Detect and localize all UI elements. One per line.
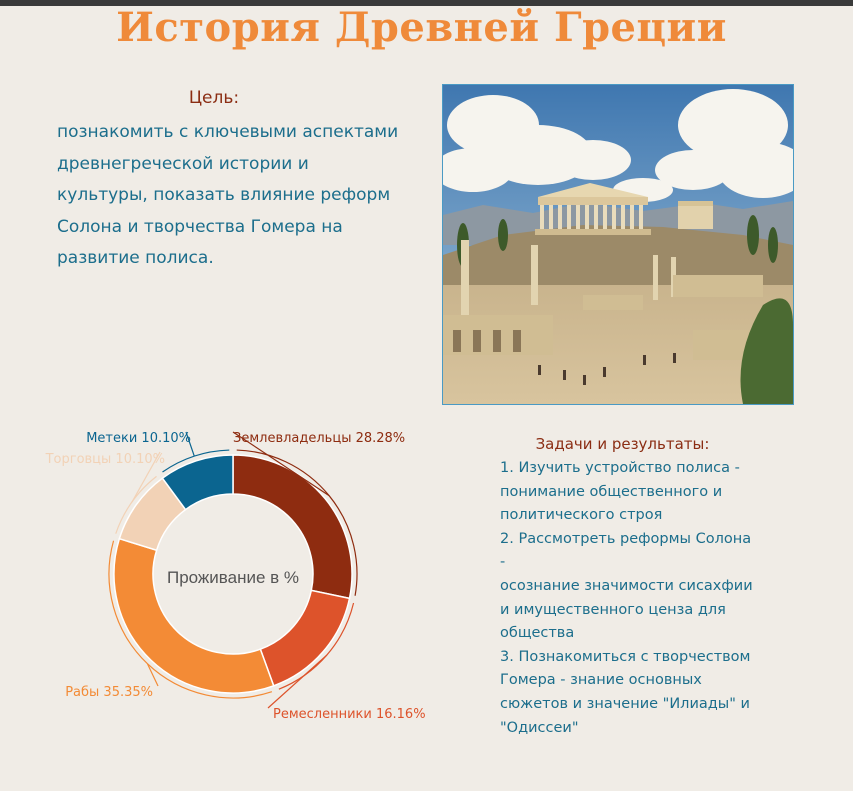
task-line: политического строя bbox=[500, 507, 663, 524]
task-line: сюжетов и значение "Илиады" и bbox=[500, 695, 750, 712]
task-line: осознание значимости сисахфии bbox=[500, 577, 753, 594]
label-connector-2 bbox=[147, 664, 158, 686]
tasks-list bbox=[500, 457, 755, 740]
goal-text: познакомить с ключевыми аспектами древнегреческой истории и культуры, показать влияние реформ Солона и творчества Гомера на развитие полиса. bbox=[57, 122, 399, 268]
task-line: "Одиссеи" bbox=[500, 719, 579, 736]
donut-slice-2 bbox=[114, 539, 274, 693]
chart-center-title: Проживание в % bbox=[166, 568, 300, 587]
slice-label-3: Торговцы 10.10% bbox=[45, 452, 165, 467]
task-line: понимание общественного и bbox=[500, 483, 723, 500]
task-line: 1. Изучить устройство полиса - bbox=[500, 460, 740, 476]
tasks-heading: Задачи и результаты: bbox=[535, 435, 710, 453]
task-line: общества bbox=[500, 625, 575, 642]
donut-slice-1 bbox=[260, 590, 349, 685]
slice-label-2: Рабы 35.35% bbox=[65, 685, 153, 700]
slice-label-0: Землевладельцы 28.28% bbox=[233, 431, 406, 446]
goal-heading: Цель: bbox=[188, 88, 240, 108]
task-line: 2. Рассмотреть реформы Солона - bbox=[500, 530, 752, 571]
slice-label-1: Ремесленники 16.16% bbox=[273, 707, 426, 722]
task-line: и имущественного ценза для bbox=[500, 601, 726, 618]
page-title: История Древней Греции bbox=[116, 4, 727, 51]
task-line: Гомера - знание основных bbox=[500, 672, 702, 689]
task-line: 3. Познакомиться с творчеством bbox=[500, 648, 751, 665]
slice-label-4: Метеки 10.10% bbox=[86, 431, 191, 446]
